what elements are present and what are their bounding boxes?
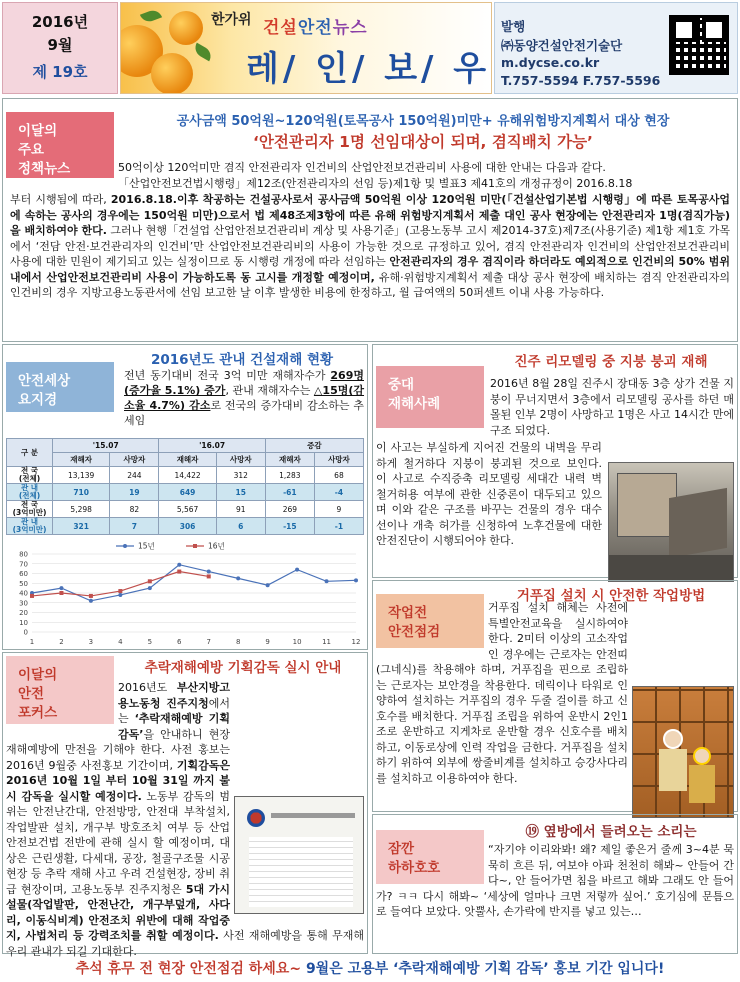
publisher-name: ㈜동양건설안전기술단 <box>501 38 623 53</box>
x-tick-label: 5 <box>147 638 153 646</box>
stats-text-c: , 관내 재해자수는 <box>225 384 314 397</box>
case-para2-block <box>376 440 734 574</box>
stats-table <box>6 438 364 535</box>
collapse-photo <box>608 462 734 582</box>
x-tick-label: 7 <box>206 638 211 646</box>
brand-part-red: 건설 <box>263 18 298 38</box>
policy-body-c: 그러나 현행「건설업 산업안전보건관리비 계상 및 사용기준」(고용노동부 고시 제2014-37호)제7조(사용기준) 제1항 제1호 가목에서 ‘전담 안전·보건관리자의 인건비’만 산업안전보건관리비의 사용이 가능한 것으로 규정하고 있어, 겸직 안전관리자 인건비의 산업안전보건관리비 사용에 대한 민원이 제기되고 있는 실정이므로 동 시행령 개정에 따라 선임하는 <box>10 224 730 268</box>
x-tick-label: 10 <box>292 638 302 646</box>
table-row <box>7 467 364 484</box>
stats-text-b: 269명(증가율 5.1%) 증가 <box>124 369 364 397</box>
table-cell: 306 <box>159 518 216 535</box>
data-point <box>207 574 211 578</box>
focus-text-a4: ‘추락재해예방 기획감독’ <box>118 712 231 741</box>
data-point <box>148 586 152 590</box>
issue-number: 제 19호 <box>32 63 88 81</box>
inspection-tab-line2: 안전점검 <box>388 624 441 640</box>
stats-table-wrap <box>6 438 364 535</box>
row-label: 전 국 (3억미만) <box>7 501 53 518</box>
policy-intro: 50억이상 120억미만 겸직 안전관리자 인건비의 산업안전보건관리비 사용에 대한 안내는 다음과 같다. <box>118 161 606 174</box>
table-cell: 1,283 <box>265 467 314 484</box>
table-cell: 5,567 <box>159 501 216 518</box>
publisher-phone: T.757-5594 F.757-5596 <box>501 73 661 88</box>
table-row <box>7 501 364 518</box>
data-point <box>177 563 181 567</box>
table-cell: 15 <box>216 484 265 501</box>
data-point <box>266 583 270 587</box>
y-tick-label: 50 <box>19 579 28 588</box>
table-cell: -4 <box>314 484 363 501</box>
data-point <box>89 599 93 603</box>
policy-tab <box>6 112 114 178</box>
th-2015: '15.07 <box>53 439 159 453</box>
th-sub: 재해자 <box>53 453 110 467</box>
case-tab-line2: 재해사례 <box>388 396 441 412</box>
policy-subtitle: 공사금액 50억원~120억원(토목공사 150억원)미만+ 유해위험방지계획서 대상 현장 <box>176 114 670 129</box>
inspection-tab-line1: 작업전 <box>388 605 428 621</box>
focus-block <box>6 680 365 958</box>
table-cell: 312 <box>216 467 265 484</box>
x-tick-label: 8 <box>235 638 241 646</box>
y-tick-label: 40 <box>19 589 28 598</box>
table-cell: -15 <box>265 518 314 535</box>
stats-text-d: △15명(감소율 4.7%) 감소 <box>124 384 365 412</box>
th-sub: 사망자 <box>314 453 363 467</box>
humor-tab-line1: 잠깐 <box>388 841 415 857</box>
inspection-title: 거푸집 설치 시 안전한 작업방법 <box>516 588 706 604</box>
stats-tab-line2: 요지경 <box>18 392 58 408</box>
x-tick-label: 2 <box>59 638 64 646</box>
data-point <box>89 594 93 598</box>
policy-headline: ‘안전관리자 1명 선임대상이 되며, 겸직배치 가능’ <box>253 133 593 151</box>
focus-text-a7: 노동부 감독의 범위는 안전난간대, 안전방망, 안전대 부착설치, 작업발판 설치, 개구부 방호조치 여부 등 산업안전보건법 전반에 관해 실시 할 예정이며, 대상은 근린생활, 다세대, 공장, 철골구조물 시공현장 등 추락 재해 사고 우려 건설현장, 장비 취급 현장이며, 고용노동부 진주지청은 <box>6 789 230 896</box>
persimmon-icon <box>169 11 203 45</box>
y-tick-label: 70 <box>19 560 28 569</box>
publisher-website[interactable]: m.dycse.co.kr <box>501 55 600 70</box>
inspection-spacer <box>376 600 488 652</box>
y-tick-label: 10 <box>19 618 28 627</box>
table-cell: 710 <box>53 484 110 501</box>
focus-text-a2: 부산지방고용노동청 진주지청 <box>118 681 230 710</box>
footer-text-a: 추석 휴무 전 현장 안전점검 하세요~ <box>75 961 306 977</box>
table-cell: 9 <box>314 501 363 518</box>
th-change: 증감 <box>265 439 363 453</box>
data-point <box>118 589 122 593</box>
table-cell: 91 <box>216 501 265 518</box>
brand-part-purple: 뉴스 <box>332 18 368 38</box>
inspection-notice-photo <box>234 796 364 914</box>
issue-year: 2016년 <box>31 13 89 31</box>
legend-label: 16년 <box>208 541 225 551</box>
th-2016: '16.07 <box>159 439 265 453</box>
newsletter-brand <box>263 13 368 38</box>
data-point <box>59 586 63 590</box>
x-tick-label: 4 <box>118 638 123 646</box>
row-label: 관 내 (3억미만) <box>7 518 53 535</box>
policy-body-e: 유해·위험방지계획서 제출 대상 공사 현장에 배치하는 겸직 안전관리자의 인건비의 경우 지방고용노동관서에 선임 보고한 날 이후 발생한 비용에 한정하고, 월 급여액의 50퍼센트 이내 사용 가능하다. <box>10 270 731 299</box>
table-cell: 14,422 <box>159 467 216 484</box>
focus-text-a8: 5대 가시설물(작업발판, 안전난간, 개구부덮개, 사다리, 이동식비계) 안전조치 위반에 대해 작업중지, 사법처리 등 강력조치를 취할 예정이다. <box>6 882 230 942</box>
humor-text: “자기야 이리와봐! 왜? 제일 좋은거 줄께 3~4분 묵묵히 흐른 뒤, 여보야 아파 천천히 해봐~ 안들어 간다~, 안 들어가면 침을 바르고 해봐 그래도 안 들어가? ㅋㅋ 다시 해봐~ ‘세상에 얼마나 크면 저렇까 싶어.’ 호기심에 문틈으로 들여다 보았다. 앗뿔사, 손가락에 반지를 넣고 있는… <box>376 843 734 918</box>
data-point <box>354 578 358 582</box>
data-point <box>148 579 152 583</box>
humor-spacer <box>376 842 488 888</box>
table-cell: 6 <box>216 518 265 535</box>
table-cell: 13,139 <box>53 467 110 484</box>
th-sub: 사망자 <box>216 453 265 467</box>
x-tick-label: 3 <box>88 638 94 646</box>
stats-title: 2016년도 관내 건설재해 현황 <box>150 352 334 368</box>
stats-summary <box>124 368 364 428</box>
stats-chart <box>6 540 364 648</box>
y-tick-label: 20 <box>19 609 28 617</box>
case-para2-text: 이 사고는 부실하게 지어진 건물의 내벽을 무리하게 철거하다 지붕이 붕괴된 것으로 보인다. 이 사고로 수직증축 리모델링 세대간 내력 벽 철거허용 여부에 관한 신중론이 대두되고 있으며 이와 같은 구조를 바꾸는 건물의 경우 대수선이나 개축 허가를 신청하여 노후건물에 대한 안전진단이 시행되어야 한다. <box>376 441 602 547</box>
table-cell: 82 <box>110 501 159 518</box>
data-point <box>118 593 122 597</box>
legend-marker <box>193 544 197 548</box>
th-sub: 재해자 <box>159 453 216 467</box>
data-point <box>177 570 181 574</box>
focus-tab-line3: 포커스 <box>18 705 58 721</box>
row-label: 전 국 (전체) <box>7 467 53 484</box>
x-tick-label: 1 <box>29 638 35 646</box>
policy-body-d: 안전관리자의 경우 겸직이라 하더라도 예외적으로 인건비의 50% 범위 내에서 산업안전보건관리비 사용이 가능하도록 동 고시를 개정할 예정이며, <box>10 255 730 284</box>
focus-spacer <box>6 680 118 736</box>
policy-body-a: 부터 시행됨에 따라, <box>10 193 111 206</box>
table-cell: 19 <box>110 484 159 501</box>
focus-text-a3: 에서는 <box>118 696 230 725</box>
data-point <box>59 591 63 595</box>
table-cell: 649 <box>159 484 216 501</box>
table-cell: 244 <box>110 467 159 484</box>
leaf-icon <box>140 8 162 24</box>
data-point <box>236 576 240 580</box>
x-tick-label: 9 <box>265 638 270 646</box>
table-cell: 321 <box>53 518 110 535</box>
footer-text-b: 9월은 고용부 ‘추락재해예방 기획 감독’ 홍보 기간 입니다! <box>305 961 665 977</box>
table-cell: -1 <box>314 518 363 535</box>
th-sub: 사망자 <box>110 453 159 467</box>
table-cell: 5,298 <box>53 501 110 518</box>
data-point <box>207 570 211 574</box>
focus-text-a9: 사전 재해예방을 통해 무재해 우리 관내가 되길 기대한다. <box>6 929 365 958</box>
legend-label: 15년 <box>138 541 155 551</box>
stats-tab <box>6 362 114 412</box>
stats-text-e: 로 전국의 증가대비 감소하는 추세임 <box>124 399 365 427</box>
policy-tab-line1: 이달의 <box>18 123 58 139</box>
issue-date-box <box>2 2 118 94</box>
table-cell: 68 <box>314 467 363 484</box>
inspection-text: 거푸집 설치 해체는 사전에 특별안전교육을 실시하여야 한다. 2미터 이상의 고소작업인 경우에는 근로자는 안전띠(그네식)를 착용해야 하며, 거푸집을 핀으로 조립하는 근로자는 보안경을 착용한다. 데릭이나 타워로 인양하여 설치하는 거푸집의 경우 두줄 걸이를 하고 신호수를 배치한다. 거푸집 조립을 위하여 운반시 2인1조로 운반하고 지게차로 운반할 경우 신호수를 배치하고, 이동로상에 인력 작업을 금한다. 거푸집을 설치하기 위하여 외부에 쌍줄비계를 설치하고 승강사다리를 설치하고 이용하여야 한다. <box>376 601 628 785</box>
publisher-box <box>494 2 738 94</box>
focus-tab-line2: 안전 <box>18 686 45 702</box>
formwork-photo <box>632 686 734 818</box>
case-tab-line1: 중대 <box>388 377 415 393</box>
case-tab <box>376 366 484 428</box>
row-label: 관 내 (전체) <box>7 484 53 501</box>
y-tick-label: 0 <box>23 628 28 637</box>
leaf-icon <box>192 43 214 62</box>
issue-month: 9월 <box>47 36 73 54</box>
case-title: 진주 리모델링 중 지붕 붕괴 재해 <box>514 354 708 370</box>
brand-part-blue: 안전 <box>297 18 333 38</box>
policy-body <box>10 192 730 301</box>
y-tick-label: 30 <box>19 599 28 608</box>
data-point <box>30 594 34 598</box>
policy-tab-line2: 주요 <box>18 142 45 158</box>
table-cell: 269 <box>265 501 314 518</box>
footer-banner <box>0 956 740 982</box>
policy-tab-line3: 정책뉴스 <box>18 161 71 177</box>
focus-tab-line1: 이달의 <box>18 667 58 683</box>
humor-title: ⑲ 옆방에서 들려오는 소리는 <box>525 824 697 840</box>
data-point <box>295 568 299 572</box>
focus-text-a6: 기획감독은 2016년 10월 1일 부터 10월 31일 까지 불시 감독을 실시할 예정이다. <box>6 758 230 803</box>
stats-tab-line1: 안전세상 <box>18 373 71 389</box>
stats-line-chart <box>6 540 364 648</box>
policy-law-ref: 「산업안전보건법시행령」제12조(안전관리자의 선임 등)제1항 및 별표3 제41호의 개정규정이 2016.8.18 <box>118 177 633 190</box>
table-row <box>7 484 364 501</box>
hangawi-label: 한가위 <box>211 12 252 28</box>
humor-block <box>376 842 734 952</box>
y-tick-label: 60 <box>19 570 28 578</box>
focus-title: 추락재해예방 기획감독 실시 안내 <box>144 660 342 676</box>
stats-text-a: 전년 동기대비 전국 3억 미만 재해자수가 <box>124 369 331 382</box>
x-tick-label: 6 <box>177 638 182 646</box>
table-cell: -61 <box>265 484 314 501</box>
case-para1: 2016년 8월 28일 진주시 장대동 3층 상가 건물 지붕이 무너지면서 3층에서 리모델링 공사를 하던 매몰된 인부 2명이 사망하고 1명은 사고 14시간 만에 구조 되었다. <box>490 377 734 437</box>
inspection-block <box>376 600 734 810</box>
masthead <box>120 2 492 94</box>
y-tick-label: 80 <box>19 550 28 559</box>
policy-body-b: 2016.8.18.이후 착공하는 건설공사로서 공사금액 50억원 이상 120억원 미만(「건설산업기본법 시행령」에 따른 토목공사업에 속하는 공사의 경우에는 150억원 미만)으로서 법 제48조제3항에 따른 유해 위험방지계획서 제출 대인 공사 현장에는 안전관리자 1명(겸직가능)을 배치하여야 한다. <box>10 193 730 237</box>
x-tick-label: 12 <box>351 638 361 646</box>
focus-text-a1: 2016년도 <box>118 681 177 694</box>
humor-tab-line2: 하하호호 <box>388 860 441 876</box>
x-tick-label: 11 <box>322 638 332 646</box>
focus-text-a5: 을 안내하니 현장 재해예방에 만전을 기해야 한다. 사전 홍보는 2016년 9월중 사전홍보 기간이며, <box>6 727 230 772</box>
th-sub: 재해자 <box>265 453 314 467</box>
th-gubun: 구 분 <box>7 439 53 467</box>
legend-marker <box>123 544 127 548</box>
qr-code-icon[interactable] <box>669 15 729 75</box>
table-row <box>7 518 364 535</box>
newsletter-title: 레/ 인/ 보/ 우 <box>246 49 491 89</box>
persimmon-icon <box>151 53 193 94</box>
table-cell: 7 <box>110 518 159 535</box>
data-point <box>325 579 329 583</box>
publisher-label: 발행 <box>501 19 526 34</box>
